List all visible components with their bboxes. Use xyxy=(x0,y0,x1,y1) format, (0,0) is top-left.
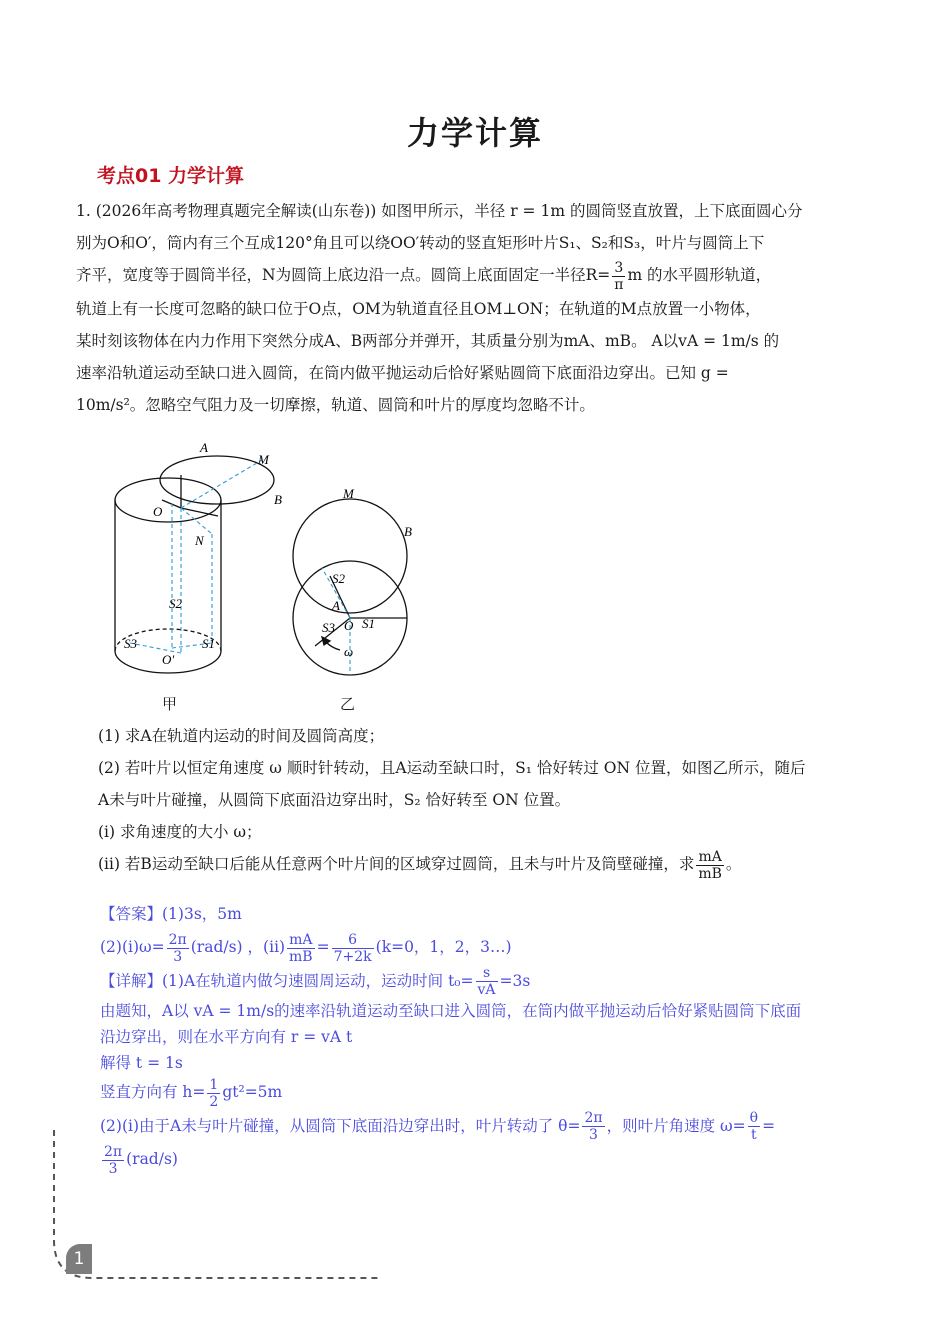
figure-label: B xyxy=(274,492,282,507)
figure-label: S3 xyxy=(322,620,335,635)
figure-label: M xyxy=(258,452,269,467)
figure-label: O xyxy=(344,618,354,633)
detail-line: 沿边穿出，则在水平方向有 r = vA t xyxy=(100,1028,353,1046)
fraction-numerator: s xyxy=(476,965,498,982)
answer-line: 【答案】(1)3s，5m xyxy=(100,905,242,923)
question-part: (2) 若叶片以恒定角速度 ω 顺时针转动，且A运动至缺口时，S₁ 恰好转过 ON 位置，如图乙所示，随后 xyxy=(98,759,806,777)
question-line xyxy=(76,259,886,293)
figure-label: S3 xyxy=(124,636,137,651)
fraction-denominator: 7+2k xyxy=(333,948,372,965)
dashed-guides xyxy=(130,460,262,653)
fraction xyxy=(582,1110,604,1143)
detail-text: ，则叶片角速度 ω= xyxy=(606,1116,746,1135)
figure-label: S1 xyxy=(362,616,375,631)
fraction-numerator: 2π xyxy=(168,931,187,948)
detail-text: = xyxy=(762,1116,776,1135)
detail-line: 由题知，A以 vA = 1m/s的速率沿轨道运动至缺口进入圆筒，在筒内做平抛运动后恰好紧贴圆筒下底面 xyxy=(100,1002,802,1020)
page-corner-decoration xyxy=(52,1130,382,1280)
question-line: 别为O和O′，筒内有三个互成120°角且可以绕OO′转动的竖直矩形叶片S₁、S₂和S₃，叶片与圆筒上下 xyxy=(76,234,765,252)
fraction xyxy=(287,932,315,965)
detail-text: 竖直方向有 h= xyxy=(100,1083,206,1101)
fraction xyxy=(476,965,498,998)
fraction xyxy=(332,932,374,965)
figure-label: N xyxy=(195,533,204,548)
figure-label: A xyxy=(332,598,340,613)
fraction xyxy=(167,932,189,965)
detail-text: (2)(ⅰ)由于A未与叶片碰撞，从圆筒下底面沿边穿出时，叶片转动了 θ= xyxy=(100,1116,581,1135)
question-text: (ⅱ) 若B运动至缺口后能从任意两个叶片间的区域穿过圆筒，且未与叶片及筒壁碰撞，求 xyxy=(98,855,695,873)
figure-caption-left: 甲 xyxy=(162,695,178,713)
track-circle xyxy=(160,456,274,504)
fraction-denominator: vA xyxy=(477,982,496,998)
fraction xyxy=(612,260,625,293)
question-parts xyxy=(98,720,888,882)
detail-text: (rad/s) xyxy=(126,1150,178,1168)
question-block xyxy=(76,195,886,421)
page-number: 1 xyxy=(66,1244,92,1274)
fraction-numerator: mA xyxy=(287,932,315,949)
fraction-denominator: mB xyxy=(289,948,313,965)
section-heading: 考点01 力学计算 xyxy=(97,165,245,187)
question-line: 速率沿轨道运动至缺口进入圆筒，在筒内做平抛运动后恰好紧贴圆筒下底面沿边穿出。已知 g = xyxy=(76,363,729,382)
question-text: m 的水平圆形轨道， xyxy=(627,266,772,284)
question-line: 某时刻该物体在内力作用下突然分成A、B两部分并弹开，其质量分别为mA、mB。 A以vA = 1m/s 的 xyxy=(76,331,780,350)
fraction-numerator: 1 xyxy=(209,1076,219,1093)
question-line: 10m/s²。忽略空气阻力及一切摩擦，轨道、圆筒和叶片的厚度均忽略不计。 xyxy=(76,395,595,414)
track-circle-top xyxy=(293,499,407,613)
fraction-numerator: 2π xyxy=(584,1110,603,1126)
physics-diagram xyxy=(100,438,440,718)
figure-label: M xyxy=(343,486,354,501)
figure-label: O xyxy=(153,504,163,519)
rotation-arrow xyxy=(326,642,340,650)
page-title: 力学计算 xyxy=(406,114,543,152)
fraction-denominator: 3 xyxy=(108,1160,118,1177)
fraction-denominator: t xyxy=(751,1127,757,1143)
detail-text: gt²=5m xyxy=(222,1083,283,1101)
figure-label: A xyxy=(200,440,208,455)
figure-label: S2 xyxy=(169,596,182,611)
question-part: (1) 求A在轨道内运动的时间及圆筒高度； xyxy=(98,727,385,745)
fraction-numerator: 3 xyxy=(612,260,625,277)
question-line: 轨道上有一长度可忽略的缺口位于O点，OM为轨道直径且OM⊥ON；在轨道的M点放置一小物体， xyxy=(76,299,761,318)
answer-text: = xyxy=(316,938,330,956)
answer-text: (2)(ⅰ)ω= xyxy=(100,938,165,956)
detail-line: 解得 t = 1s xyxy=(100,1054,183,1072)
detail-text: 【详解】(1)A在轨道内做匀速圆周运动，运动时间 t₀= xyxy=(100,971,474,990)
answer-line xyxy=(100,931,880,965)
detail-text: =3s xyxy=(499,971,531,990)
fraction-numerator: mA xyxy=(696,849,724,866)
question-text: 齐平，宽度等于圆筒半径，N为圆筒上底边沿一点。圆筒上底面固定一半径R= xyxy=(76,266,611,284)
fraction-numerator: 2π xyxy=(104,1143,123,1160)
question-line: 1. (2026年高考物理真题完全解读(山东卷)) 如图甲所示，半径 r = 1m 的圆筒竖直放置，上下底面圆心分 xyxy=(76,202,803,220)
figure-label: S2 xyxy=(332,571,345,586)
fraction xyxy=(207,1077,220,1110)
figure-label: B xyxy=(404,524,412,539)
question-part xyxy=(98,848,888,882)
fraction-denominator: 3 xyxy=(589,1127,598,1143)
figure-cylinder xyxy=(115,456,274,673)
figure-caption-right: 乙 xyxy=(340,695,356,713)
fraction-numerator: θ xyxy=(749,1110,759,1126)
fraction-denominator: 2 xyxy=(209,1093,219,1110)
fraction xyxy=(748,1110,760,1143)
fraction-denominator: 3 xyxy=(173,948,183,965)
answer-text: (k=0，1，2，3…) xyxy=(375,938,512,956)
fraction-denominator: mB xyxy=(698,865,722,882)
figure-label: S1 xyxy=(202,636,215,651)
fraction-denominator: π xyxy=(614,276,624,293)
detail-line xyxy=(100,1076,880,1110)
cylinder-top xyxy=(115,478,221,522)
answer-text: (rad/s) ，(ⅱ) xyxy=(190,938,286,956)
detail-line xyxy=(100,965,880,999)
figure-label: O′ xyxy=(162,652,175,667)
fraction-numerator: 6 xyxy=(332,932,374,949)
question-part: (ⅰ) 求角速度的大小 ω； xyxy=(98,823,262,841)
fraction xyxy=(696,849,724,882)
figure-label: ω xyxy=(344,644,354,659)
question-part: A未与叶片碰撞，从圆筒下底面沿边穿出时，S₂ 恰好转至 ON 位置。 xyxy=(98,791,571,809)
question-text: 。 xyxy=(725,855,742,873)
